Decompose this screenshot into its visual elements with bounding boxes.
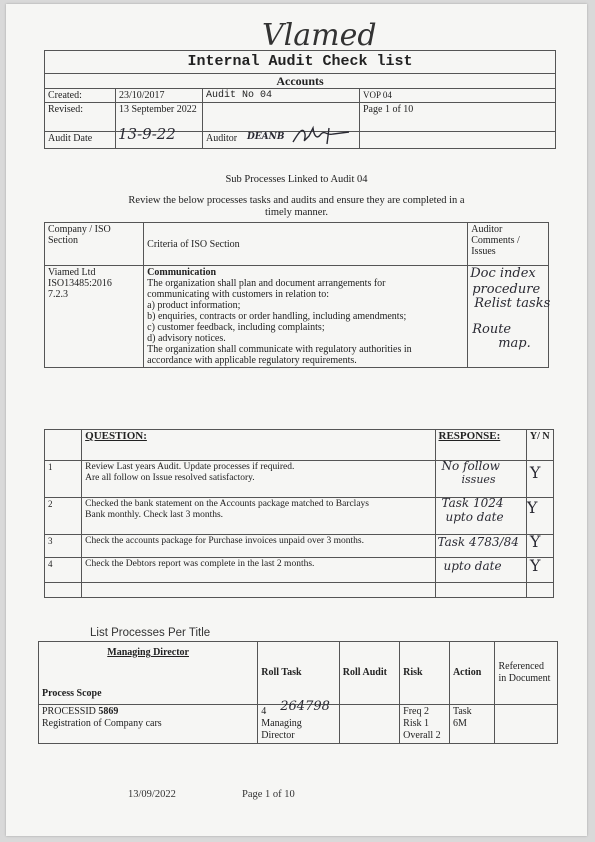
blank-cell [526, 583, 553, 598]
blank-cell [82, 583, 435, 598]
criteria-line: The organization shall communicate with regulatory authorities in [147, 344, 412, 355]
vop-code: VOP 04 [360, 89, 556, 103]
process-scope-text: Registration of Company cars [42, 718, 162, 729]
header-table [44, 50, 556, 149]
auditor-label: Auditor [206, 133, 238, 144]
footer-date: 13/09/2022 [128, 789, 176, 800]
page-of: Page 1 of 10 [360, 103, 556, 132]
action-freq: 6M [452, 718, 467, 729]
q-yn [526, 532, 553, 558]
col-referenced: Referenced in Document [495, 642, 558, 705]
process-scope-cell [39, 705, 258, 744]
q-num: 3 [45, 535, 82, 558]
q-text-line: Bank monthly. Check last 3 months. [85, 510, 224, 520]
criteria-line: accordance with applicable regulatory requirements. [147, 355, 357, 366]
q-yn [526, 461, 553, 498]
roll-audit-cell [339, 705, 399, 744]
handwritten-title: Vlamed [262, 18, 377, 53]
q-text [82, 461, 435, 498]
q-text [82, 498, 435, 535]
iso-company-cell [45, 266, 144, 368]
qt-yn-header: Y/ N [526, 430, 553, 461]
q-response [435, 498, 526, 535]
table-row [45, 535, 554, 558]
q-text-line: Check the Debtors report was complete in the last 2 months. [85, 559, 315, 569]
q-text-line: Are all follow on Issue resolved satisfactory. [85, 473, 255, 483]
criteria-title: Communication [147, 267, 217, 278]
audit-date-cell [116, 125, 203, 149]
auditor-name: DEANB [247, 132, 285, 142]
q-yn [526, 498, 553, 535]
col-risk: Risk [400, 642, 450, 705]
review-line-2: timely manner. [265, 207, 328, 218]
blank-cell [435, 583, 526, 598]
blank-cell [360, 132, 556, 149]
risk-overall: Overall 2 [403, 730, 441, 741]
response-line: Task 1024 [441, 496, 504, 510]
qt-question-header: QUESTION: [82, 430, 435, 461]
criteria-line: c) customer feedback, including complaints; [147, 322, 325, 333]
response-line: issues [461, 473, 496, 486]
roll-task-number: 4 [261, 706, 267, 717]
risk-level: Risk 1 [403, 718, 429, 729]
comment-line: map. [498, 336, 531, 351]
comment-line: Route [472, 322, 512, 337]
revised-label: Revised: [45, 103, 116, 132]
roll-task-role: Managing [261, 718, 302, 729]
list-processes-heading: List Processes Per Title [90, 627, 211, 639]
qt-num-header [45, 430, 82, 461]
company-name: Viamed Ltd [48, 267, 96, 278]
table-row [45, 461, 554, 498]
criteria-line: b) enquiries, contracts or order handling, including amendments; [147, 311, 407, 322]
section-title: Accounts [45, 74, 556, 89]
iso-table [44, 222, 549, 368]
risk-cell [400, 705, 450, 744]
criteria-line: The organization shall plan and document arrangements for [147, 278, 386, 289]
process-table [38, 641, 558, 744]
iso-standard: ISO13485:2016 [48, 278, 112, 289]
action-cell [449, 705, 495, 744]
criteria-line: d) advisory notices. [147, 333, 226, 344]
auditor-cell [203, 132, 360, 149]
criteria-line: a) product information; [147, 300, 241, 311]
audit-date-label: Audit Date [45, 132, 116, 149]
table-row [39, 705, 558, 744]
iso-col-company: Company / ISO Section [45, 223, 144, 266]
table-row [45, 583, 554, 598]
q-response [435, 558, 526, 583]
process-id-label: PROCESSID [42, 706, 96, 717]
iso-comments-cell [468, 266, 549, 368]
q-text [82, 535, 435, 558]
iso-criteria-cell [144, 266, 468, 368]
role-title: Managing Director [107, 647, 189, 658]
q-num: 1 [45, 461, 82, 498]
referenced-cell [495, 705, 558, 744]
review-line-1: Review the below processes tasks and audits and ensure they are completed in a [128, 195, 465, 206]
audit-no: Audit No 04 [203, 89, 360, 103]
q-response [435, 535, 526, 558]
q-text-line: Check the accounts package for Purchase invoices unpaid over 3 months. [85, 536, 364, 546]
comment-line: Doc index [470, 266, 536, 281]
roll-task-cell [258, 699, 340, 744]
qt-response-header: RESPONSE: [435, 430, 526, 461]
auditor-signature [289, 122, 359, 148]
response-line: Task 4783/84 [437, 535, 519, 549]
col-roll-audit: Roll Audit [339, 642, 399, 705]
risk-freq: Freq 2 [403, 706, 429, 717]
created-label: Created: [45, 89, 116, 103]
created-value: 23/10/2017 [116, 89, 203, 103]
response-line: No follow [441, 459, 500, 473]
process-header-cell [39, 642, 258, 705]
response-line: upto date [443, 559, 502, 573]
audit-date-value: 13-9-22 [118, 125, 176, 143]
table-row [45, 558, 554, 583]
q-text [82, 558, 435, 583]
comment-line: Relist tasks [474, 296, 551, 311]
q-yn [526, 558, 553, 583]
question-table [44, 429, 554, 598]
roll-task-handwritten: 264798 [280, 699, 330, 714]
footer-page: Page 1 of 10 [242, 789, 295, 800]
q-response [435, 461, 526, 498]
col-process-scope: Process Scope [42, 688, 102, 699]
iso-col-criteria: Criteria of ISO Section [144, 223, 468, 266]
q-num: 4 [45, 558, 82, 583]
roll-task-role: Director [261, 730, 295, 741]
col-action: Action [449, 642, 495, 705]
yn-mark: Y [529, 463, 541, 482]
yn-mark: Y [529, 532, 541, 551]
q-text-line: Review Last years Audit. Update processes if required. [85, 462, 295, 472]
iso-clause: 7.2.3 [48, 289, 68, 300]
subprocess-heading: Sub Processes Linked to Audit 04 [225, 174, 368, 185]
yn-mark: Y [529, 556, 541, 575]
response-line: upto date [445, 510, 504, 524]
yn-mark: Y [526, 498, 538, 517]
revised-value: 13 September 2022 [116, 103, 203, 132]
iso-col-comments: Auditor Comments / Issues [468, 223, 549, 266]
criteria-line: communicating with customers in relation to: [147, 289, 330, 300]
col-roll-task: Roll Task [258, 642, 340, 705]
table-row [45, 498, 554, 535]
doc-title: Internal Audit Check list [45, 51, 556, 74]
blank-cell [45, 583, 82, 598]
action-type: Task [452, 706, 472, 717]
process-id-value: 5869 [98, 706, 119, 717]
q-text-line: Checked the bank statement on the Accounts package matched to Barclays [85, 499, 369, 509]
q-num: 2 [45, 498, 82, 535]
comment-line: procedure [472, 282, 541, 297]
